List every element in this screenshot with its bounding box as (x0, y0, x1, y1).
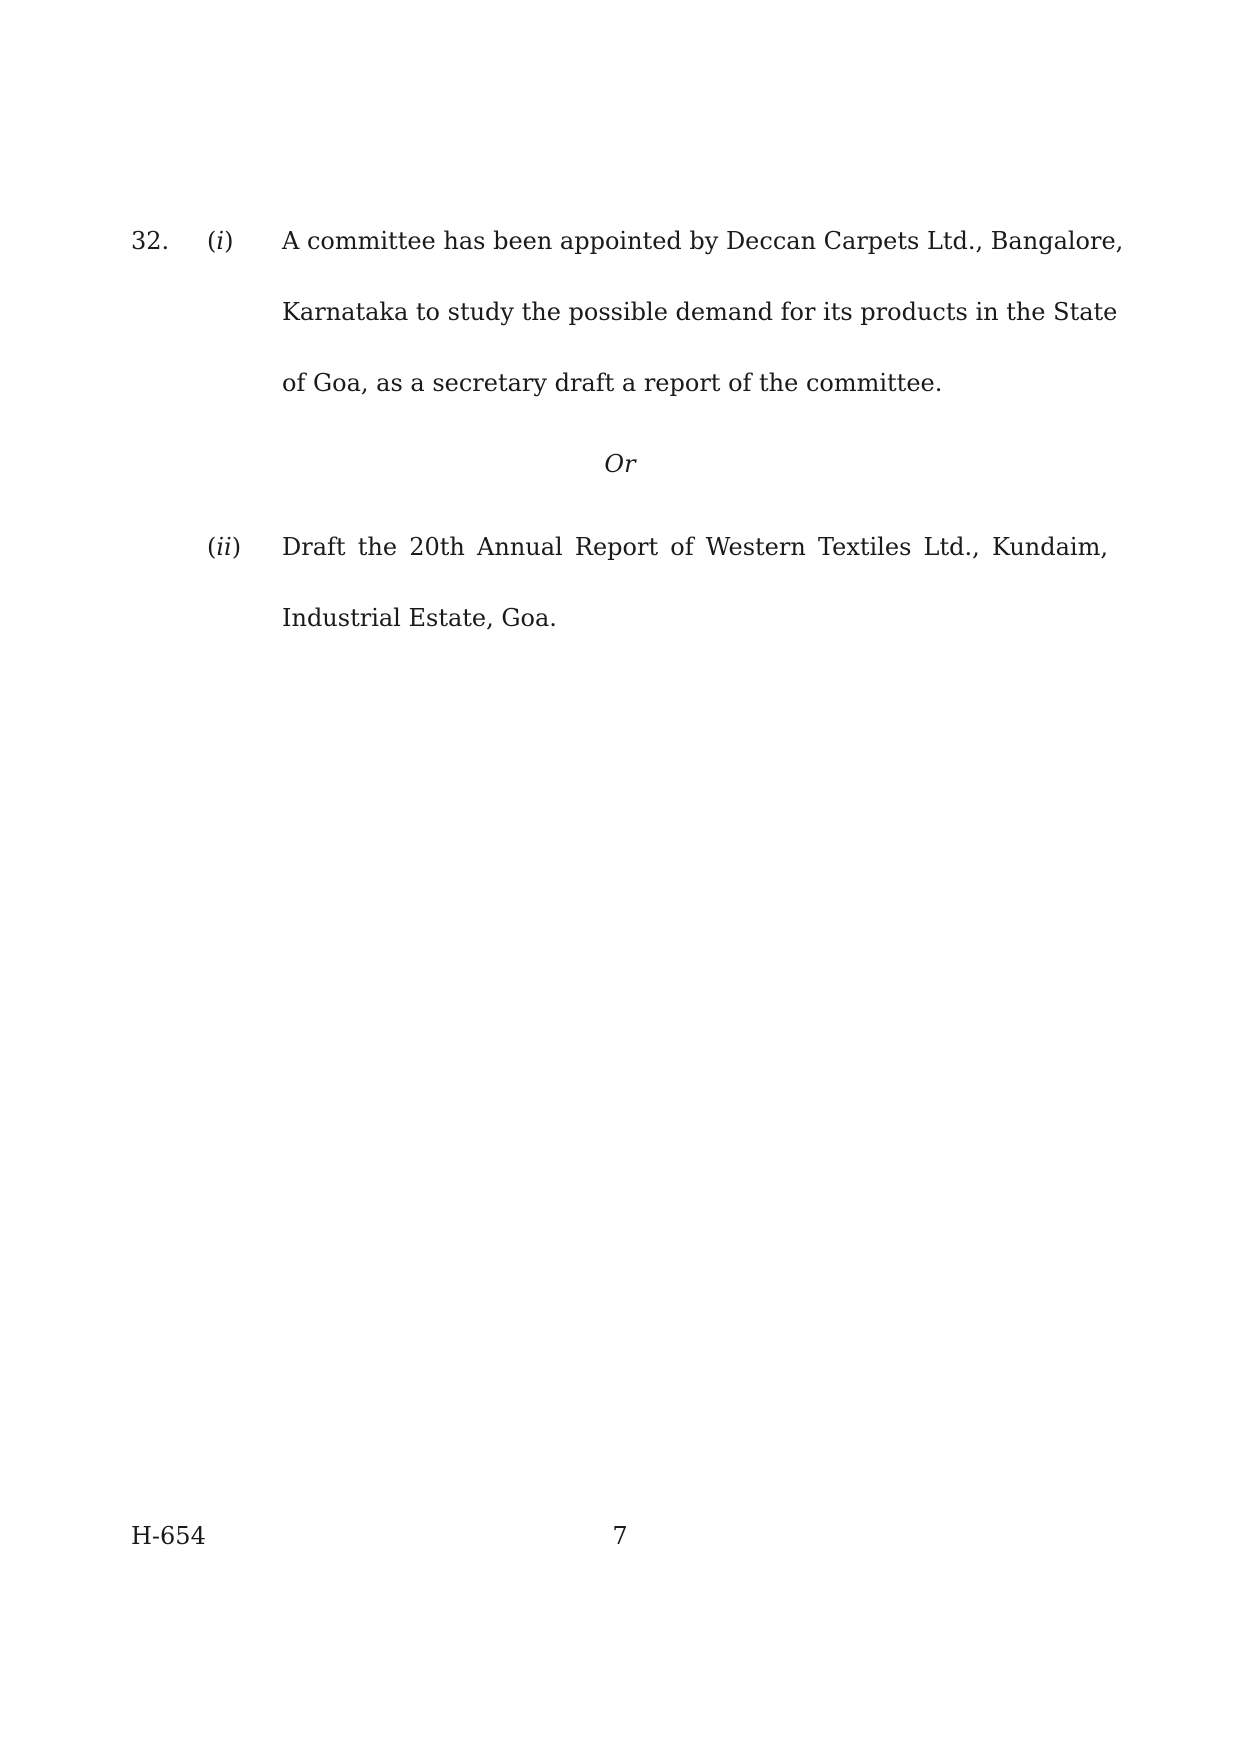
question-number: 32. (131, 227, 170, 255)
part-label-i (207, 226, 233, 256)
part-ii-line-1: Draft the 20th Annual Report of Western Textiles Ltd., Kundaim, (282, 533, 1108, 561)
part-label-roman: i (216, 227, 225, 255)
part-label-roman: ii (216, 533, 232, 561)
part-i-line-2: Karnataka to study the possible demand for its products in the State (282, 298, 1118, 326)
part-text-ii (282, 512, 1108, 654)
part-label-close: ) (224, 227, 234, 255)
paper-code: H-654 (131, 1522, 206, 1550)
part-text-i (282, 206, 1124, 419)
part-label-open: ( (207, 227, 217, 255)
part-i-line-1: A committee has been appointed by Deccan Carpets Ltd., Bangalore, (282, 227, 1124, 255)
part-ii-line-2: Industrial Estate, Goa. (282, 604, 557, 632)
part-label-ii (207, 532, 241, 562)
part-i-line-3: of Goa, as a secretary draft a report of the committee. (282, 369, 943, 397)
or-text: Or (604, 450, 636, 478)
page-number: 7 (612, 1522, 628, 1550)
or-separator (0, 449, 1240, 479)
part-label-open: ( (207, 533, 217, 561)
part-label-close: ) (231, 533, 242, 561)
